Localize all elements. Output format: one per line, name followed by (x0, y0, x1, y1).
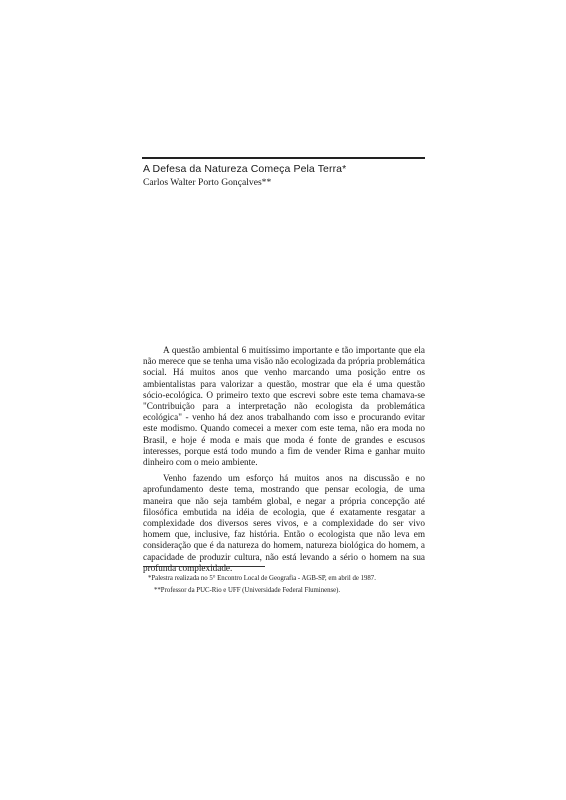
body-paragraph: A questão ambiental 6 muitíssimo importante e tão importante que ela não merece que se tenha uma visão não ecologizada da própria problemática social. Há muitos anos que venho marcando uma posição entre os ambientalistas para valorizar a questão, mostrar que ela é uma questão sócio-ecológica. O primeiro texto que escrevi sobre este tema chamava-se "Contribuição para a interpretação não ecologista da problemática ecológica" - venho há dez anos trabalhando com isso e procurando evitar este modismo. Quando comecei a mexer com este tema, não era moda no Brasil, e hoje é moda e mais que moda é fonte de grandes e escusos interesses, porque está todo mundo a fim de vender Rima e ganhar muito dinheiro com o meio ambiente. (143, 345, 425, 468)
article-title: A Defesa da Natureza Começa Pela Terra* (143, 163, 347, 175)
article-body (143, 345, 425, 579)
body-paragraph: Venho fazendo um esforço há muitos anos na discussão e no aprofundamento deste tema, mostrando que pensar ecologia, de uma maneira que não seja também global, e negar a própria concepção até filosófica embutida na idéia de ecologia, que é exatamente resgatar a complexidade dos diversos seres vivos, e a complexidade do ser vivo homem que, inclusive, faz história. Então o ecologista que não leva em consideração que é da natureza do homem, natureza biológica do homem, a capacidade de produzir cultura, não está levando a sério o homem na sua profunda complexidade. (143, 473, 425, 573)
footnote: *Palestra realizada no 5° Encontro Local de Geografia - AGB-SP, em abril de 1987. (148, 575, 376, 582)
footnote-separator (143, 566, 265, 567)
title-rule (142, 157, 425, 159)
article-author: Carlos Walter Porto Gonçalves** (143, 177, 272, 188)
footnote: **Professor da PUC-Rio e UFF (Universidade Federal Fluminense). (154, 587, 341, 594)
